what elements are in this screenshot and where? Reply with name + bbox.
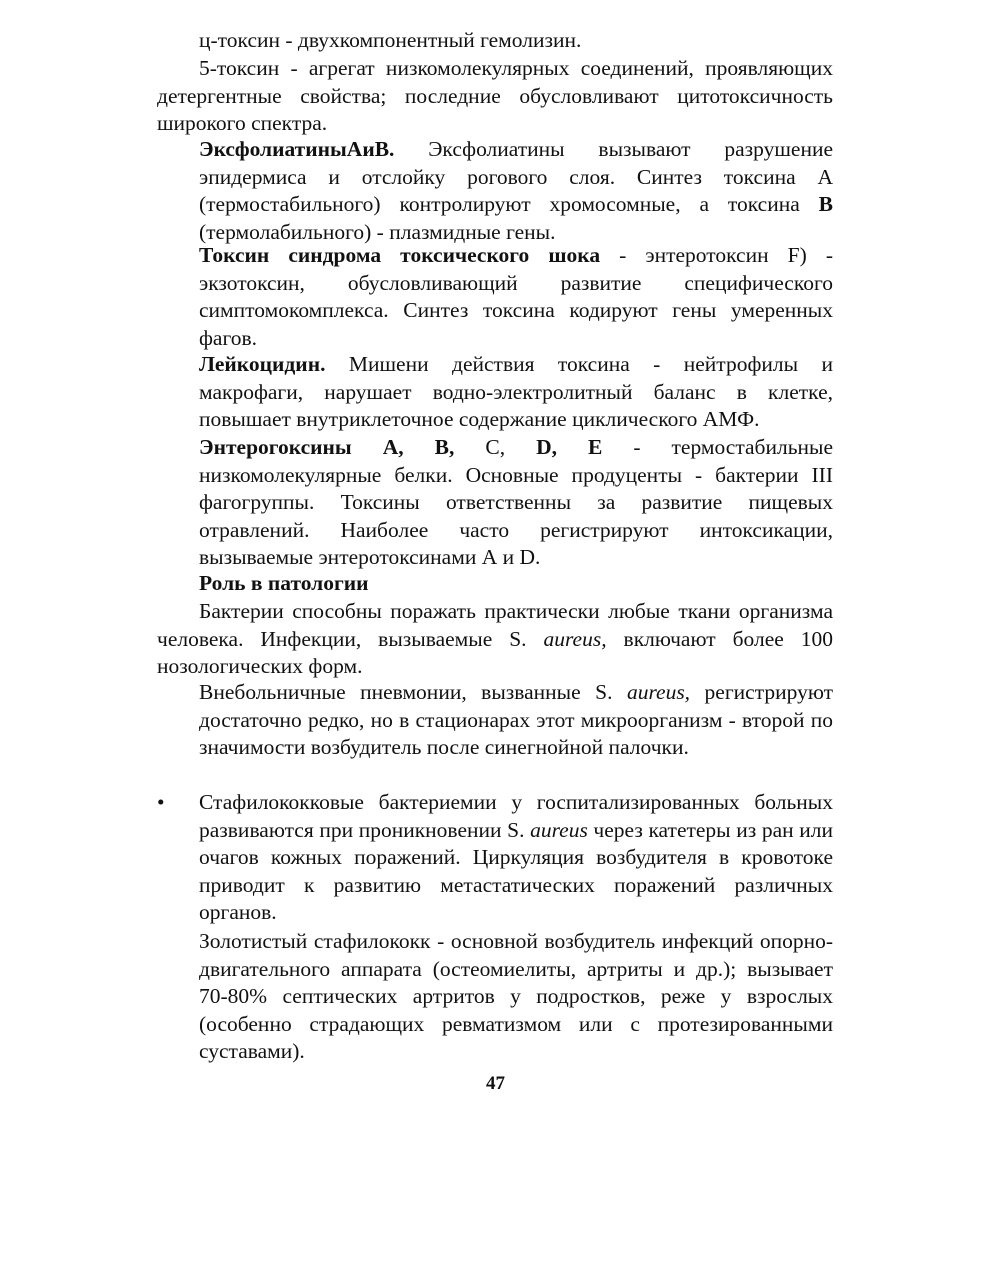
paragraph-text: 5-токсин - агрегат низкомолекулярных соединений, проявляющих детергентные свойства; последние обусловливают цитотоксичность широкого спектра. [157, 56, 833, 135]
paragraph-text: Мишени действия токсина - нейтрофилы и макрофаги, нарушает водно-электролитный баланс в клетке, повышает внутриклеточное содержание циклического АМФ. [199, 352, 833, 431]
bullet-marker: • [157, 790, 165, 814]
paragraph-text: - энтеротоксин F) - экзотоксин, обусловливающий развитие специфического симптомокомплекса. Синтез токсина кодируют гены умеренных фагов. [199, 243, 833, 350]
paragraph-text: (термолабильного) - плазмидные гены. [199, 219, 556, 244]
paragraph-pathology [157, 598, 833, 681]
species-name: aureus, [626, 680, 691, 704]
paragraph-5-toxin [157, 55, 833, 138]
paragraph-enterotoxins [199, 434, 833, 572]
paragraph-text: включают более 100 нозологических форм. [157, 626, 833, 678]
paragraph-text: ц-токсин - двухкомпонентный гемолизин. [199, 28, 582, 52]
paragraph-bacteremia [199, 789, 833, 927]
paragraph-exfoliatins [199, 136, 833, 246]
paragraph-c-toxin [199, 27, 833, 55]
paragraph-text: Золотистый стафилококк - основной возбудитель инфекций опорно-двигательного аппарата (остеомиелиты, артриты и др.); вызывает 70-80% септических артритов у подростков, реже у взрослых (особенно страдающих ревматизмом или с протезированными суставами). [199, 929, 833, 1063]
paragraph-tss-toxin [199, 242, 833, 352]
paragraph-text: Внебольничные пневмонии, вызванные S. [199, 680, 627, 704]
term-enterotoxins: Энтерогоксины А, В, [199, 435, 455, 459]
species-name: aureus, [543, 626, 607, 651]
species-name: aureus [530, 817, 588, 842]
paragraph-text: регистрируют достаточно редко, но в стационарах этот микроорганизм - второй по значимости возбудитель после синегнойной палочки. [199, 680, 833, 759]
term-tss-toxin: Токсин синдрома токсического шока [199, 243, 601, 267]
paragraph-musculoskeletal [199, 928, 833, 1066]
term-toxin-b: В [818, 192, 833, 216]
paragraph-text: Стафилококковые бактериемии у госпитализированных больных развиваются при проникновении S. [199, 790, 833, 842]
paragraph-text: С, [454, 435, 537, 459]
paragraph-text: Бактерии способны поражать практически любые ткани организма человека. Инфекции, вызываемые S. [157, 599, 833, 651]
paragraph-text: Эксфолиатины вызывают разрушение эпидермиса и отслойку рогового слоя. Синтез токсина А (термостабильного) контролируют хромосомные, а токсина [199, 137, 833, 216]
page-number: 47 [486, 1073, 505, 1094]
term-leukocidin: Лейкоцидин. [199, 352, 326, 376]
term-exfoliatins: ЭксфолиатиныАиВ. [199, 137, 395, 161]
paragraph-text: - термостабильные низкомолекулярные белки. Основные продуценты - бактерии III фагогруппы. Токсины ответственны за развитие пищевых отравлений. Наиболее часто регистрируют интоксикации, вызываемые энтеротоксинами А и D. [199, 435, 833, 569]
paragraph-leukocidin [199, 351, 833, 434]
term-enterotoxins-de: D, Е [536, 435, 603, 459]
paragraph-text: через катетеры из ран или очагов кожных поражений. Циркуляция возбудителя в кровотоке приводит к развитию метастатических поражений различных органов. [199, 817, 833, 924]
paragraph-pneumonia [199, 679, 833, 762]
section-heading: Роль в патологии [199, 571, 369, 595]
